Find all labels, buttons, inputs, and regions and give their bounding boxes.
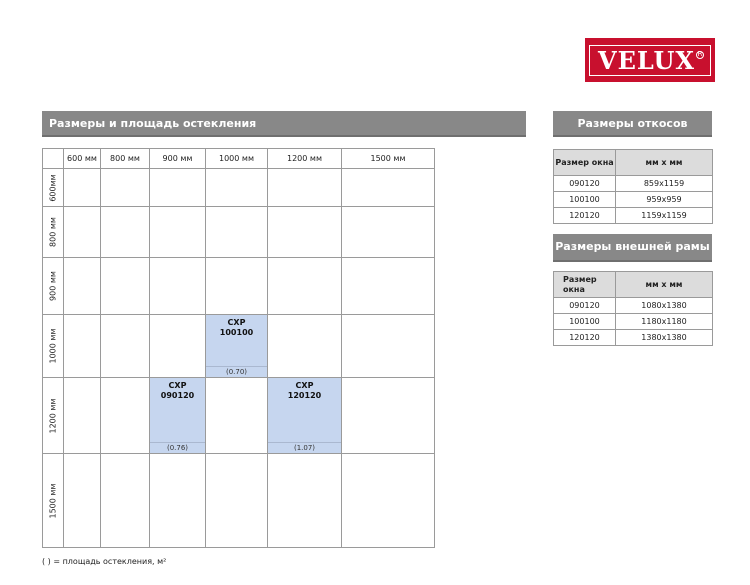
grid-cell <box>342 315 435 378</box>
grid-corner <box>43 149 64 169</box>
window-size: 100100 <box>554 314 616 330</box>
window-size: 120120 <box>554 208 616 224</box>
product-code: 090120 <box>160 391 195 400</box>
table-row <box>554 176 713 192</box>
dimensions: 959x959 <box>616 192 713 208</box>
table-row <box>554 192 713 208</box>
grid-cell <box>268 169 342 207</box>
row-header: 900 мм <box>43 258 64 315</box>
grid-cell <box>150 258 206 315</box>
grid-cell <box>101 207 150 258</box>
outer-frame-table <box>553 271 713 346</box>
col-header: 600 мм <box>64 149 101 169</box>
col-header: 1000 мм <box>206 149 268 169</box>
product-name: CXP <box>227 318 246 327</box>
grid-cell <box>64 207 101 258</box>
grid-cell <box>268 207 342 258</box>
table-row <box>554 330 713 346</box>
grid-cell <box>206 454 268 548</box>
grid-cell <box>64 454 101 548</box>
frame-section-title: Размеры внешней рамы <box>553 234 712 262</box>
grid-cell <box>64 315 101 378</box>
dimensions: 1080x1380 <box>616 298 713 314</box>
grid-cell <box>101 454 150 548</box>
product-name: CXP <box>168 381 187 390</box>
grid-cell <box>150 169 206 207</box>
product-name: CXP <box>295 381 314 390</box>
row-header: 800 мм <box>43 207 64 258</box>
velux-logo <box>585 38 715 82</box>
grid-cell <box>342 378 435 454</box>
grid-cell <box>206 207 268 258</box>
grid-cell <box>101 315 150 378</box>
glazing-area: (0.76) <box>150 442 205 453</box>
footnote: ( ) = площадь остекления, м² <box>42 557 167 566</box>
grid-cell <box>342 169 435 207</box>
grid-cell <box>64 378 101 454</box>
product-cell-cxp-100100 <box>206 315 268 378</box>
grid-cell <box>268 258 342 315</box>
product-cell-cxp-090120 <box>150 378 206 454</box>
dimensions: 859x1159 <box>616 176 713 192</box>
grid-cell <box>206 258 268 315</box>
window-size: 100100 <box>554 192 616 208</box>
row-header: 1500 мм <box>43 454 64 548</box>
dimensions: 1159x1159 <box>616 208 713 224</box>
table-row <box>554 298 713 314</box>
logo-text: VELUX <box>597 45 696 75</box>
grid-cell <box>206 378 268 454</box>
grid-cell <box>150 454 206 548</box>
glazing-size-grid <box>42 148 435 548</box>
grid-cell <box>150 207 206 258</box>
row-header: 1200 мм <box>43 378 64 454</box>
col-header: 1200 мм <box>268 149 342 169</box>
row-header: 600мм <box>43 169 64 207</box>
grid-cell <box>101 258 150 315</box>
product-code: 120120 <box>287 391 322 400</box>
window-size: 120120 <box>554 330 616 346</box>
registered-icon: R <box>697 50 703 58</box>
reveals-header-dims: мм х мм <box>616 150 713 176</box>
grid-cell <box>342 258 435 315</box>
grid-cell <box>64 258 101 315</box>
grid-cell <box>268 315 342 378</box>
grid-cell <box>150 315 206 378</box>
window-size: 090120 <box>554 176 616 192</box>
frame-header-dims: мм х мм <box>616 272 713 298</box>
reveals-table <box>553 149 713 224</box>
grid-cell <box>206 169 268 207</box>
row-header: 1000 мм <box>43 315 64 378</box>
main-section-title: Размеры и площадь остекления <box>42 111 526 137</box>
product-code: 100100 <box>219 328 254 337</box>
grid-cell <box>342 207 435 258</box>
grid-cell <box>342 454 435 548</box>
frame-header-size: Размер окна <box>554 272 616 298</box>
reveals-section-title: Размеры откосов <box>553 111 712 137</box>
dimensions: 1180x1180 <box>616 314 713 330</box>
col-header: 800 мм <box>101 149 150 169</box>
grid-cell <box>101 169 150 207</box>
table-row <box>554 314 713 330</box>
dimensions: 1380x1380 <box>616 330 713 346</box>
reveals-header-size: Размер окна <box>554 150 616 176</box>
product-cell-cxp-120120 <box>268 378 342 454</box>
col-header: 1500 мм <box>342 149 435 169</box>
grid-cell <box>101 378 150 454</box>
glazing-area: (0.70) <box>206 366 267 377</box>
glazing-area: (1.07) <box>268 442 341 453</box>
grid-cell <box>64 169 101 207</box>
grid-cell <box>268 454 342 548</box>
window-size: 090120 <box>554 298 616 314</box>
col-header: 900 мм <box>150 149 206 169</box>
table-row <box>554 208 713 224</box>
